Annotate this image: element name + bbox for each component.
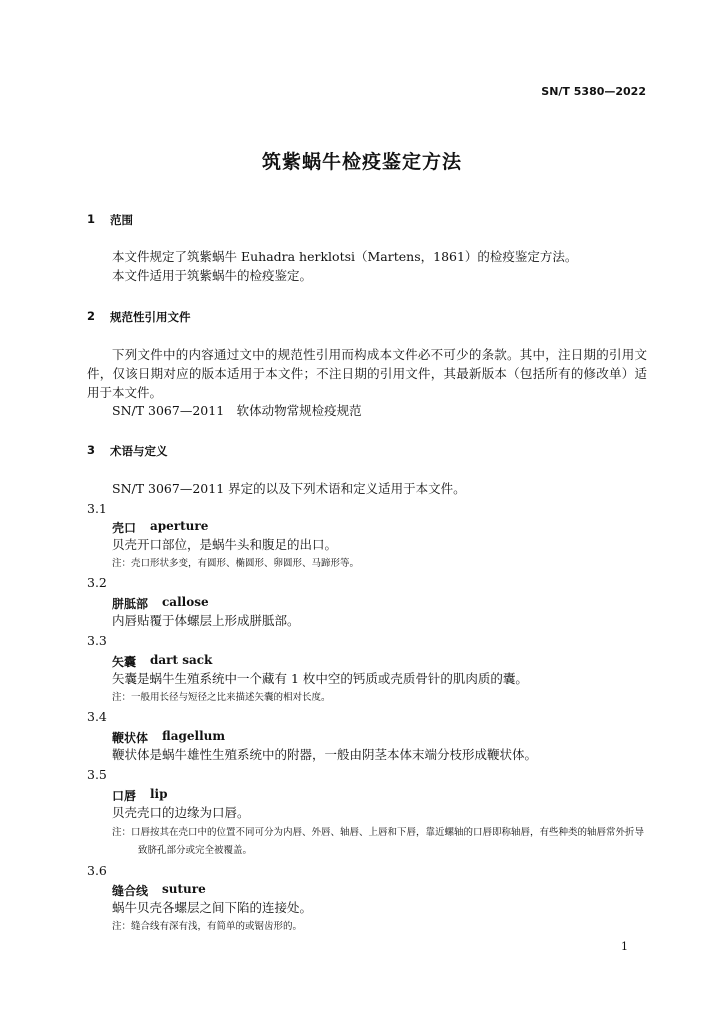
term-en: callose: [162, 595, 209, 609]
section-3-intro: SN/T 3067—2011 界定的以及下列术语和定义适用于本文件。: [112, 481, 466, 496]
section-2-title: 规范性引用文件: [110, 310, 191, 324]
section-2-paragraph: 下列文件中的内容通过文中的规范性引用而构成本文件必不可少的条款。其中，注日期的引用文件，仅该日期对应的版本适用于本文件；不注日期的引用文件，其最新版本（包括所有的修改单）适用于本文件。: [87, 347, 647, 400]
term-note: 注：一般用长径与短径之比来描述矢囊的相对长度。: [112, 692, 331, 703]
term-cn: 壳口: [112, 521, 137, 535]
term-definition: 贝壳壳口的边缘为口唇。: [112, 805, 250, 820]
section-1-number: 1: [87, 212, 96, 226]
term-number: 3.4: [87, 709, 107, 724]
term-definition: 贝壳开口部位，是蜗牛头和腹足的出口。: [112, 537, 338, 552]
term-definition: 蜗牛贝壳各螺层之间下陷的连接处。: [112, 900, 313, 915]
term-note: 注：口唇按其在壳口中的位置不同可分为内唇、外唇、轴唇、上唇和下唇，靠近螺轴的口唇即称轴唇，有些种类的轴唇常外折导致脐孔部分或完全被覆盖。: [112, 827, 645, 856]
term-note: 注：缝合线有深有浅，有简单的或锯齿形的。: [112, 921, 303, 932]
section-3-title: 术语与定义: [110, 444, 168, 458]
term-definition: 鞭状体是蜗牛雄性生殖系统中的附器，一般由阴茎本体末端分枝形成鞭状体。: [112, 747, 538, 762]
term-en: flagellum: [162, 729, 226, 743]
term-en: aperture: [150, 519, 209, 533]
term-number: 3.3: [87, 633, 107, 648]
term-number: 3.5: [87, 767, 107, 782]
term-number: 3.1: [87, 501, 107, 516]
term-note: 注：壳口形状多变，有圆形、椭圆形、卵圆形、马蹄形等。: [112, 558, 360, 569]
section-3-number: 3: [87, 443, 96, 457]
section-1-paragraph-1: 本文件规定了筑紫蜗牛 Euhadra herklotsi（Martens，1861）的检疫鉴定方法。: [112, 249, 578, 264]
term-cn: 鞭状体: [112, 731, 149, 745]
term-en: dart sack: [150, 653, 213, 667]
term-cn: 口唇: [112, 789, 137, 803]
term-number: 3.6: [87, 863, 107, 878]
section-2-reference: SN/T 3067—2011 软体动物常规检疫规范: [112, 403, 362, 418]
term-cn: 矢囊: [112, 655, 137, 669]
section-2-number: 2: [87, 309, 96, 323]
term-definition: 矢囊是蜗牛生殖系统中一个藏有 1 枚中空的钙质或壳质骨针的肌肉质的囊。: [112, 671, 528, 686]
document-title: 筑紫蜗牛检疫鉴定方法: [261, 151, 462, 173]
term-en: lip: [150, 787, 168, 801]
section-1-paragraph-2: 本文件适用于筑紫蜗牛的检疫鉴定。: [112, 268, 313, 283]
term-cn: 缝合线: [112, 884, 149, 898]
term-number: 3.2: [87, 575, 107, 590]
term-definition: 内唇贴覆于体螺层上形成胼胝部。: [112, 613, 300, 628]
section-1-title: 范围: [110, 213, 133, 227]
term-cn: 胼胝部: [112, 597, 149, 611]
page-number: 1: [621, 940, 628, 953]
term-en: suture: [162, 882, 206, 896]
standard-number: SN/T 5380—2022: [541, 85, 646, 98]
